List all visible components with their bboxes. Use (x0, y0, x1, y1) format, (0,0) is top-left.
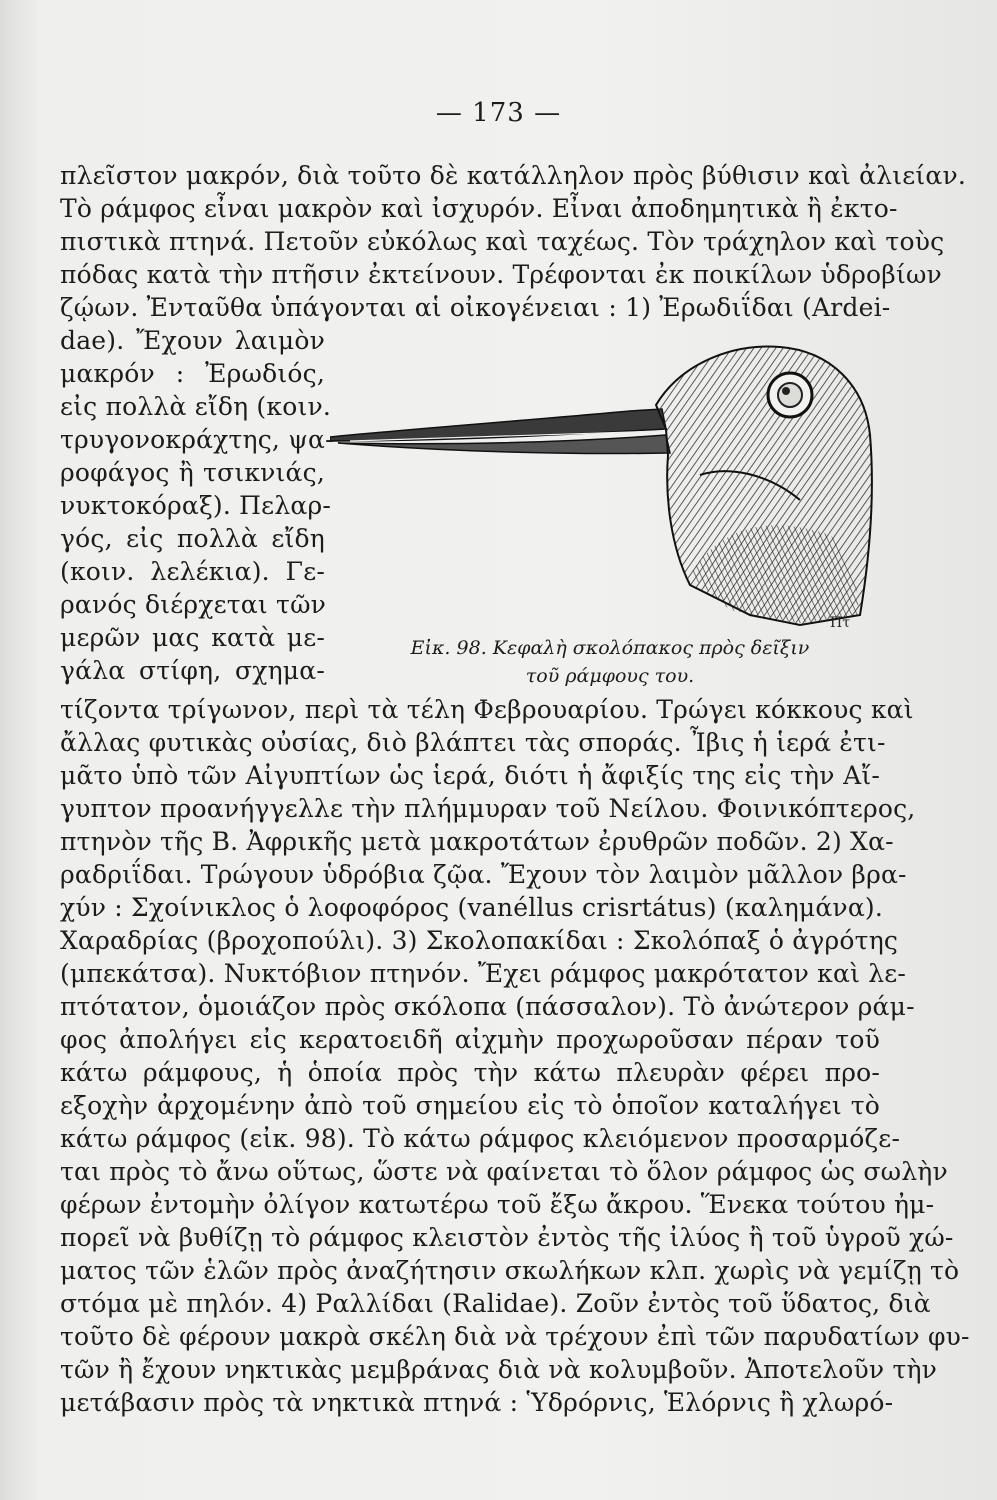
figure-caption-line1: Εἰκ. 98. Κεφαλὴ σκολόπακος πρὸς δεῖξιν (410, 637, 810, 659)
text-line-7: μακρόν : Ἐρωδιός, (60, 359, 325, 388)
text-line-34: ματος τῶν ἑλῶν πρὸς ἀναζήτησιν σκωλήκων κλπ. χωρὶς νὰ γεμίζῃ τὸ (60, 1256, 960, 1285)
text-line-36: τοῦτο δὲ φέρουν μακρὰ σκέλη διὰ νὰ τρέχουν ἐπὶ τῶν παρυδατίων φυ- (60, 1322, 970, 1351)
text-line-17: τίζοντα τρίγωνον, περὶ τὰ τέλη Φεβρουαρίου. Τρώγει κόκκους καὶ (60, 695, 914, 724)
text-line-37: τῶν ἢ ἔχουν νηκτικὰς μεμβράνας διὰ νὰ κολυμβοῦν. Ἀποτελοῦν τὴν (60, 1355, 938, 1384)
text-line-18: ἄλλας φυτικὰς οὐσίας, διὸ βλάπτει τὰς σποράς. Ἶβις ἡ ἱερά ἐτι- (60, 728, 886, 757)
text-line-6: dae). Ἔχουν λαιμὸν (60, 326, 325, 355)
svg-text:Πτ: Πτ (830, 615, 850, 631)
page-number: — 173 — (435, 98, 562, 128)
text-line-4: πόδας κατὰ τὴν πτῆσιν ἐκτείνουν. Τρέφονται ἐκ ποικίλων ὑδροβίων (60, 260, 942, 289)
text-line-29: εξοχὴν ἀρχομένην ἀπὸ τοῦ σημείου εἰς τὸ ὁποῖον καταλήγει τὸ (60, 1091, 880, 1120)
text-line-27: φος ἀπολήγει εἰς κερατοειδῆ αἰχμὴν προχωροῦσαν πέραν τοῦ (60, 1025, 880, 1054)
text-line-28: κάτω ράμφους, ἡ ὁποία πρὸς τὴν κάτω πλευρὰν φέρει προ- (60, 1058, 880, 1087)
text-line-35: στόμα μὲ πηλόν. 4) Ραλλίδαι (Ralidae). Ζοῦν ἐντὸς τοῦ ὕδατος, διὰ (60, 1289, 931, 1318)
text-line-20: γυπτον προανήγγελλε τὴν πλήμμυραν τοῦ Νείλου. Φοινικόπτερος, (60, 794, 916, 823)
text-line-32: φέρων ἐντομὴν ὀλίγον κατωτέρω τοῦ ἔξω ἄκρου. Ἕνεκα τούτου ἠμ- (60, 1190, 935, 1219)
text-line-22: ραδριΐδαι. Τρώγουν ὑδρόβια ζῷα. Ἔχουν τὸν λαιμὸν μᾶλλον βρα- (60, 860, 907, 889)
text-line-24: Χαραδρίας (βροχοπούλι). 3) Σκολοπακίδαι : Σκολόπαξ ὁ ἀγρότης (60, 926, 899, 955)
text-line-9: τρυγονοκράχτης, ψα- (60, 425, 334, 454)
text-line-3: πιστικὰ πτηνά. Πετοῦν εὐκόλως καὶ ταχέως. Τὸν τράχηλον καὶ τοὺς (60, 227, 945, 256)
text-line-19: μᾶτο ὑπὸ τῶν Αἰγυπτίων ὡς ἱερά, διότι ἡ ἄφιξίς της εἰς τὴν Αἴ- (60, 761, 880, 790)
text-line-30: κάτω ράμφος (εἰκ. 98). Τὸ κάτω ράμφος κλειόμενον προσαρμόζε- (60, 1124, 901, 1153)
woodcock-head-illustration (330, 325, 885, 645)
text-line-2: Τὸ ράμφος εἶναι μακρὸν καὶ ἰσχυρόν. Εἶναι ἀποδημητικὰ ἢ ἐκτο- (60, 194, 898, 223)
text-line-21: πτηνὸν τῆς Β. Ἀφρικῆς μετὰ μακροτάτων ἐρυθρῶν ποδῶν. 2) Χα- (60, 827, 894, 856)
text-line-31: ται πρὸς τὸ ἄνω οὕτως, ὥστε νὰ φαίνεται τὸ ὅλον ράμφος ὡς σωλὴν (60, 1157, 948, 1186)
text-line-12: γός, εἰς πολλὰ εἴδη (60, 524, 325, 553)
text-line-33: πορεῖ νὰ βυθίζῃ τὸ ράμφος κλειστὸν ἐντὸς τῆς ἰλύος ἢ τοῦ ὑγροῦ χώ- (60, 1223, 954, 1252)
text-line-25: (μπεκάτσα). Νυκτόβιον πτηνόν. Ἔχει ράμφος μακρότατον καὶ λε- (60, 959, 907, 988)
text-line-13: (κοιν. λελέκια). Γε- (60, 557, 325, 586)
text-line-14: ρανός διέρχεται τῶν (60, 590, 327, 619)
text-line-16: γάλα στίφη, σχημα- (60, 656, 325, 685)
text-line-38: μετάβασιν πρὸς τὰ νηκτικὰ πτηνά : Ὑδρόρνις, Ἑλόρνις ἢ χλωρό- (60, 1388, 894, 1417)
text-line-5: ζῴων. Ἐνταῦθα ὑπάγονται αἱ οἰκογένειαι : 1) Ἐρωδιΐδαι (Ardei- (60, 293, 891, 322)
text-line-26: πτότατον, ὁμοιάζον πρὸς σκόλοπα (πάσσαλον). Τὸ ἀνώτερον ράμ- (60, 992, 915, 1021)
text-line-10: ροφάγος ἢ τσικνιάς, (60, 458, 325, 487)
text-line-23: χύν : Σχοίνικλος ὁ λοφοφόρος (vanéllus crisrtátus) (καλημάνα). (60, 893, 884, 922)
text-line-1: πλεῖστον μακρόν, διὰ τοῦτο δὲ κατάλληλον πρὸς βύθισιν καὶ ἀλιείαν. (60, 161, 967, 190)
text-line-8: εἰς πολλὰ εἴδη (κοιν. (60, 392, 332, 421)
figure-caption-line2: τοῦ ράμφους του. (525, 665, 695, 687)
text-line-11: νυκτοκόραξ). Πελαρ- (60, 491, 331, 520)
text-line-15: μερῶν μας κατὰ με- (60, 623, 325, 652)
